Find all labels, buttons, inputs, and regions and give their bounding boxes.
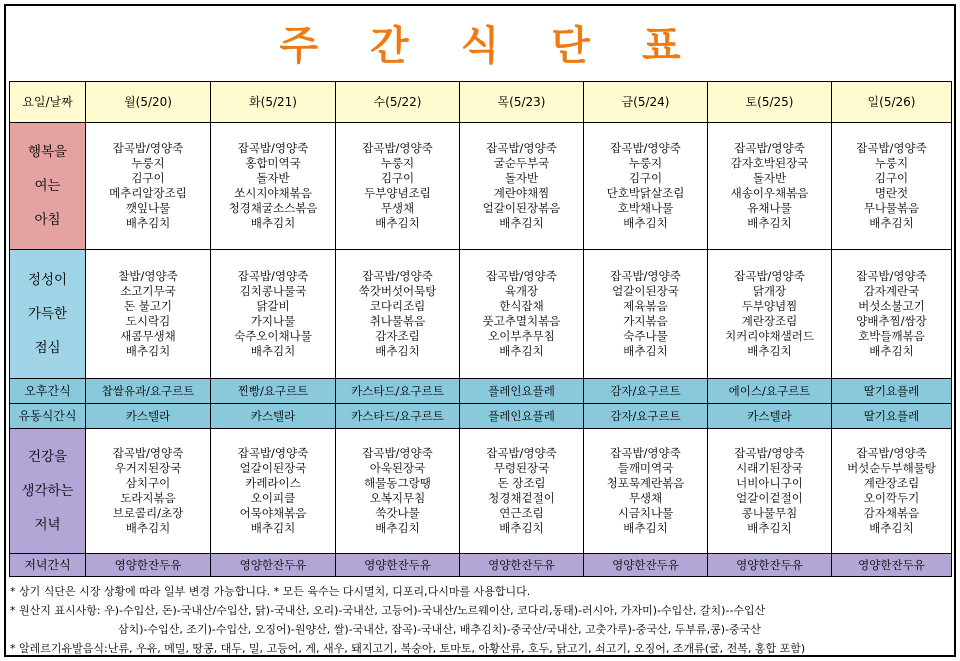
- snack-cell: 카스텔라: [86, 404, 211, 429]
- meal-cell: 잡곡밥/영양죽 얼갈이된장국 카레라이스 오이피클 어묵야채볶음 배추김치: [211, 429, 336, 554]
- dinner-row: [10, 429, 952, 554]
- snack-cell: 찹쌀유과/요구르트: [86, 379, 211, 404]
- title-text: 주간식단표: [279, 23, 733, 69]
- meal-cell: 잡곡밥/영양죽 육개장 한식잡채 풋고추멸치볶음 오이부추무침 배추김치: [460, 250, 584, 379]
- snack-cell: 감자/요구르트: [584, 379, 708, 404]
- page-title: [6, 6, 954, 79]
- snack-cell: 영양한잔두유: [211, 554, 336, 577]
- meal-cell: 잡곡밥/영양죽 시래기된장국 너비아니구이 얼갈이겉절이 콩나물무침 배추김치: [708, 429, 832, 554]
- snack-cell: 카스텔라: [211, 404, 336, 429]
- meal-cell: 잡곡밥/영양죽 굴순두부국 돌자반 계란야채찜 얼갈이된장볶음 배추김치: [460, 123, 584, 250]
- day-header: 토(5/25): [708, 82, 832, 123]
- lunch-label: 정성이 가득한 점심: [10, 250, 86, 379]
- snack-cell: 딸기요플레: [832, 404, 952, 429]
- day-header: 일(5/26): [832, 82, 952, 123]
- liquid-snack-label: 유동식간식: [10, 404, 86, 429]
- meal-cell: 잡곡밥/영양죽 누룽지 김구이 메추리알장조림 깻잎나물 배추김치: [86, 123, 211, 250]
- meal-cell: 잡곡밥/영양죽 감자호박된장국 돌자반 새송이우채볶음 유채나물 배추김치: [708, 123, 832, 250]
- dinner-label: 건강을 생각하는 저녁: [10, 429, 86, 554]
- afternoon-snack-label: 오후간식: [10, 379, 86, 404]
- afternoon-snack-row: [10, 379, 952, 404]
- footnotes: [10, 582, 950, 658]
- meal-cell: 잡곡밥/영양죽 누룽지 김구이 단호박닭살조림 호박채나물 배추김치: [584, 123, 708, 250]
- lunch-row: [10, 250, 952, 379]
- snack-cell: 카스텔라: [708, 404, 832, 429]
- day-header: 화(5/21): [211, 82, 336, 123]
- footnote: * 알레르기유발음식:난류, 우유, 메밀, 땅콩, 대두, 밀, 고등어, 게, 새우, 돼지고기, 복숭아, 토마토, 아황산류, 호두, 닭고기, 쇠고기, 오징어, 조개류(굴, 전복, 홍합 포함): [10, 642, 806, 655]
- footnote: * 상기 식단은 시장 상황에 따라 일부 변경 가능합니다. * 모든 육수는 다시멸치, 디포리,다시마를 사용합니다.: [10, 585, 531, 598]
- footnote: 삼치)-수입산, 조기)-수입산, 오징어)-원양산, 쌀)-국내산, 잡곡)-국내산, 배추김치)-중국산/국내산, 고춧가루)-중국산, 두부류,콩)-중국산: [118, 623, 761, 636]
- liquid-snack-row: [10, 404, 952, 429]
- day-header: 목(5/23): [460, 82, 584, 123]
- breakfast-label: 행복을 여는 아침: [10, 123, 86, 250]
- snack-cell: 찐빵/요구르트: [211, 379, 336, 404]
- snack-cell: 영양한잔두유: [584, 554, 708, 577]
- meal-cell: 잡곡밥/영양죽 홍합미역국 돌자반 쏘시지야채볶음 청경채굴소스볶음 배추김치: [211, 123, 336, 250]
- weekly-menu-table: [9, 81, 952, 577]
- footnote: * 원산지 표시사항: 우)-수입산, 돈)-국내산/수입산, 닭)-국내산, 오리)-국내산, 고등어)-국내산/노르웨이산, 코다리,동태)-러시아, 가자미)-수입산, 갈치)--수입산: [10, 604, 766, 617]
- breakfast-row: [10, 123, 952, 250]
- meal-cell: 잡곡밥/영양죽 우거지된장국 삼치구이 도라지볶음 브로콜리/초장 배추김치: [86, 429, 211, 554]
- meal-cell: 잡곡밥/영양죽 무령된장국 돈 장조림 청경채겉절이 연근조림 배추김치: [460, 429, 584, 554]
- meal-cell: 잡곡밥/영양죽 감자계란국 버섯소불고기 양배추찜/쌈장 호박들깨볶음 배추김치: [832, 250, 952, 379]
- meal-cell: 잡곡밥/영양죽 얼갈이된장국 제육볶음 가지볶음 숙주나물 배추김치: [584, 250, 708, 379]
- meal-cell: 잡곡밥/영양죽 아욱된장국 해물동그랑땡 오복지무침 쑥갓나물 배추김치: [336, 429, 460, 554]
- snack-cell: 카스타드/요구르트: [336, 379, 460, 404]
- meal-cell: 잡곡밥/영양죽 누룽지 김구이 명란젓 무나물볶음 배추김치: [832, 123, 952, 250]
- day-header: 수(5/22): [336, 82, 460, 123]
- day-header: 월(5/20): [86, 82, 211, 123]
- meal-cell: 잡곡밥/영양죽 버섯순두부해물탕 계란장조림 오이깍두기 감자채볶음 배추김치: [832, 429, 952, 554]
- meal-cell: 잡곡밥/영양죽 누룽지 김구이 두부양념조림 무생채 배추김치: [336, 123, 460, 250]
- snack-cell: 딸기요플레: [832, 379, 952, 404]
- snack-cell: 감자/요구르트: [584, 404, 708, 429]
- meal-cell: 잡곡밥/영양죽 들깨미역국 청포묵계란볶음 무생채 시금치나물 배추김치: [584, 429, 708, 554]
- evening-snack-row: [10, 554, 952, 577]
- evening-snack-label: 저녁간식: [10, 554, 86, 577]
- meal-cell: 잡곡밥/영양죽 김치콩나물국 닭갈비 가지나물 숙주오이채나물 배추김치: [211, 250, 336, 379]
- snack-cell: 에이스/요구르트: [708, 379, 832, 404]
- menu-sheet: [4, 4, 956, 657]
- meal-cell: 잡곡밥/영양죽 닭개장 두부양념찜 계란장조림 치커리야채샐러드 배추김치: [708, 250, 832, 379]
- day-header: 금(5/24): [584, 82, 708, 123]
- snack-cell: 영양한잔두유: [336, 554, 460, 577]
- snack-cell: 영양한잔두유: [832, 554, 952, 577]
- header-row: [10, 82, 952, 123]
- snack-cell: 카스타드/요구르트: [336, 404, 460, 429]
- corner-header: 요일/날짜: [10, 82, 86, 123]
- meal-cell: 잡곡밥/영양죽 쑥갓버섯어묵탕 코다리조림 취나물볶음 감자조림 배추김치: [336, 250, 460, 379]
- snack-cell: 영양한잔두유: [460, 554, 584, 577]
- snack-cell: 영양한잔두유: [708, 554, 832, 577]
- snack-cell: 플레인요플레: [460, 379, 584, 404]
- meal-cell: 찰밥/영양죽 소고기무국 돈 불고기 도시락김 새콤무생채 배추김치: [86, 250, 211, 379]
- snack-cell: 영양한잔두유: [86, 554, 211, 577]
- snack-cell: 플레인요플레: [460, 404, 584, 429]
